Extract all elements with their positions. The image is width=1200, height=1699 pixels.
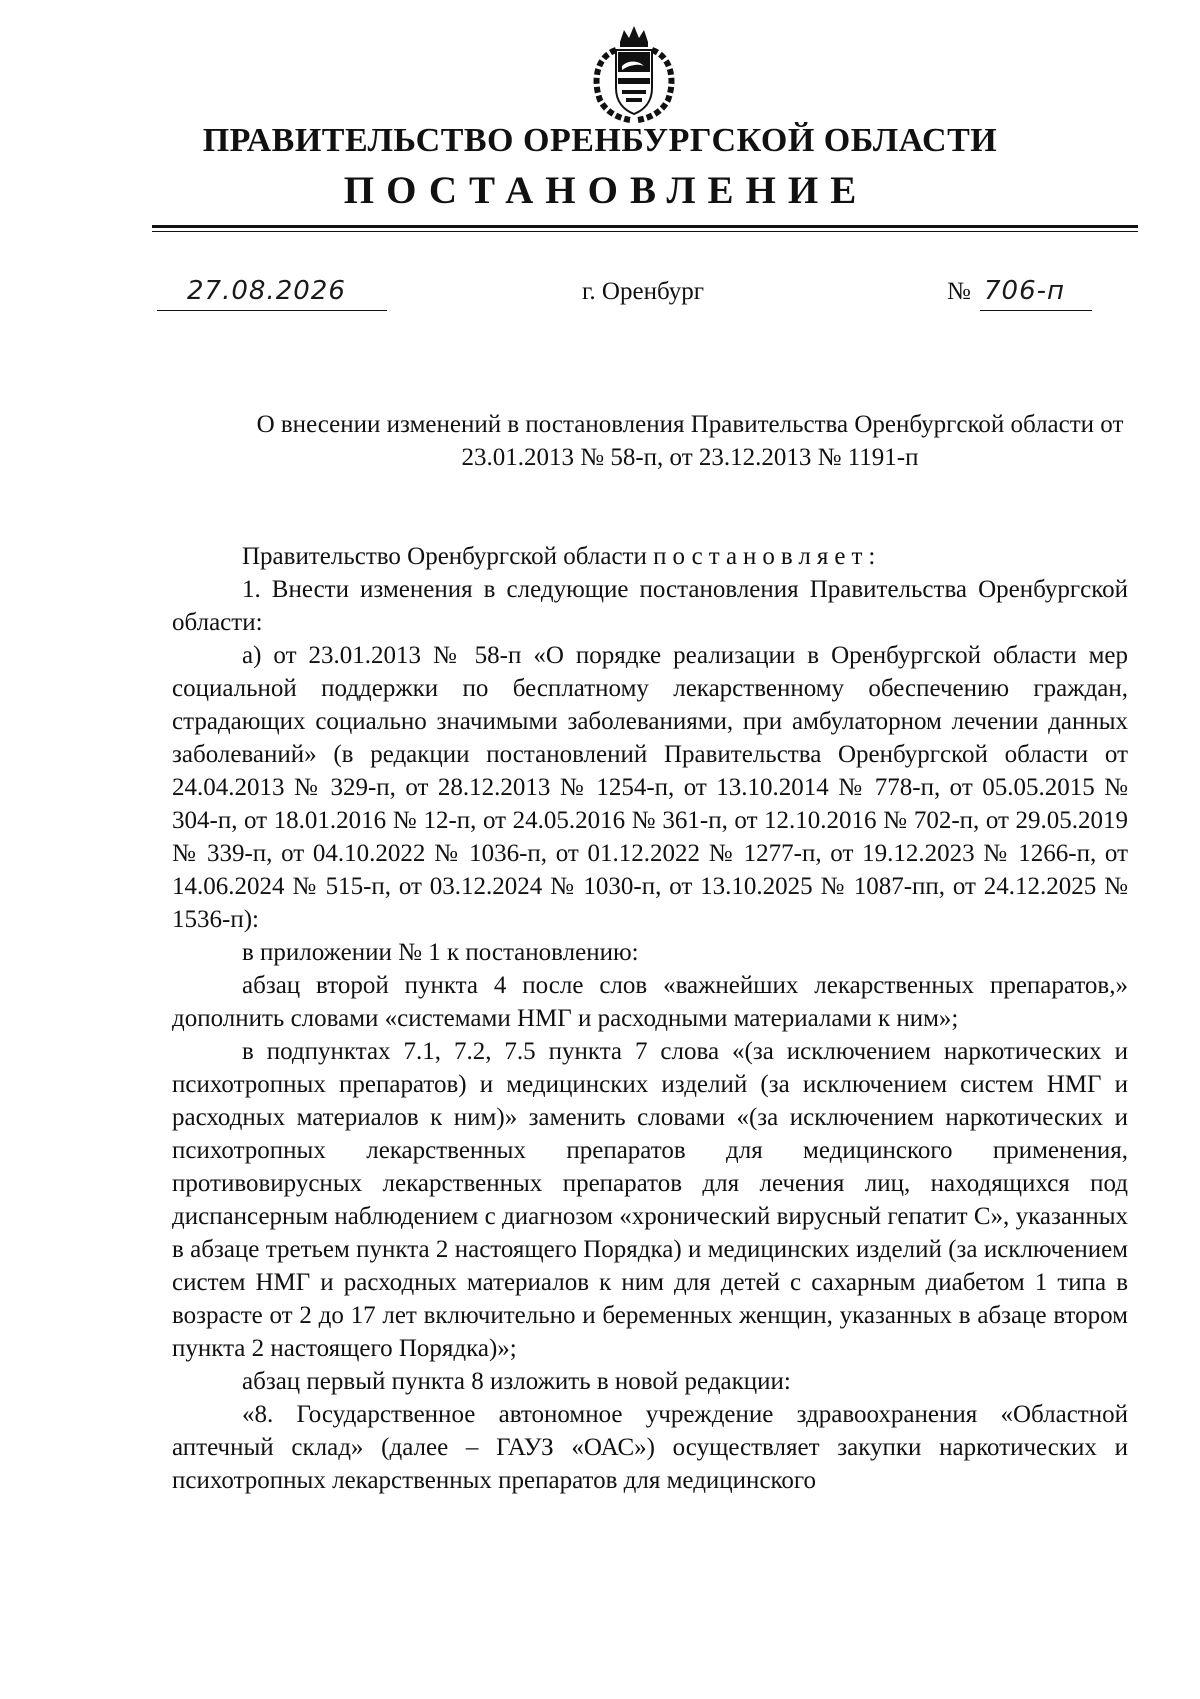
number-prefix: №	[947, 278, 971, 305]
body-paragraph: абзац второй пункта 4 после слов «важнейших лекарственных препаратов,» дополнить словами «системами НМГ и расходными материалами к ним»;	[172, 972, 1128, 1032]
header-rule-thin	[152, 231, 1138, 232]
body-paragraph: в приложении № 1 к постановлению:	[242, 939, 639, 966]
document-type: ПОСТАНОВЛЕНИЕ	[343, 169, 869, 212]
document-subject: О внесении изменений в постановления Правительства Оренбургской области от 23.01.2013 № 58-п, от 23.12.2013 № 1191-п	[256, 411, 1124, 471]
document-number: 706-п	[984, 276, 1066, 306]
body-paragraph: «8. Государственное автономное учреждение здравоохранения «Областной аптечный склад» (далее – ГАУЗ «ОАС») осуществляет закупки наркотических и психотропных лекарственных препаратов для медицинского	[172, 1401, 1128, 1494]
document-date: 27.08.2026	[187, 276, 346, 306]
intro-suffix: :	[868, 543, 876, 570]
body-paragraph: 1. Внести изменения в следующие постановления Правительства Оренбургской области:	[172, 576, 1128, 636]
body-paragraph: в подпунктах 7.1, 7.2, 7.5 пункта 7 слова «(за исключением наркотических и психотропных препаратов) и медицинских изделий (за исключением систем НМГ и расходных материалов к ним)» заменить словами «(за исключением наркотических и психотропных лекарственных препаратов для медицинского применения, противовирусных лекарственных препаратов для лечения лиц, находящихся под диспансерным наблюдением с диагнозом «хронический вирусный гепатит С», указанных в абзаце третьем пункта 2 настоящего Порядка) и медицинских изделий (за исключением систем НМГ и расходных материалов к ним для детей с сахарным диабетом 1 типа в возрасте от 2 до 17 лет включительно и беременных женщин, указанных в абзаце втором пункта 2 настоящего Порядка)»;	[172, 1038, 1128, 1362]
document-city: г. Оренбург	[582, 278, 704, 305]
date-field	[157, 274, 387, 311]
document-body	[172, 540, 1128, 1497]
number-field	[980, 274, 1092, 311]
intro-paragraph	[172, 540, 1128, 573]
body-paragraph: а) от 23.01.2013 № 58-п «О порядке реализации в Оренбургской области мер социальной поддержки по бесплатному лекарственному обеспечению граждан, страдающих социально значимыми заболеваниями, при амбулаторном лечении данных заболеваний» (в редакции постановлений Правительства Оренбургской области от 24.04.2013 № 329-п, от 28.12.2013 № 1254-п, от 13.10.2014 № 778-п, от 05.05.2015 № 304-п, от 18.01.2016 № 12-п, от 24.05.2016 № 361-п, от 12.10.2016 № 702-п, от 29.05.2019 № 339-п, от 04.10.2022 № 1036-п, от 01.12.2022 № 1277-п, от 19.12.2023 № 1266-п, от 14.06.2024 № 515-п, от 03.12.2024 № 1030-п, от 13.10.2025 № 1087-пп, от 24.12.2025 № 1536-п):	[172, 642, 1128, 933]
header-rule-thick	[152, 225, 1138, 228]
coat-of-arms-icon	[586, 22, 682, 124]
intro-prefix: Правительство Оренбургской области	[242, 543, 654, 570]
government-title: ПРАВИТЕЛЬСТВО ОРЕНБУРГСКОЙ ОБЛАСТИ	[202, 122, 998, 159]
intro-resolves: постановляет	[653, 543, 869, 570]
body-paragraph: абзац первый пункта 8 изложить в новой редакции:	[242, 1368, 791, 1395]
